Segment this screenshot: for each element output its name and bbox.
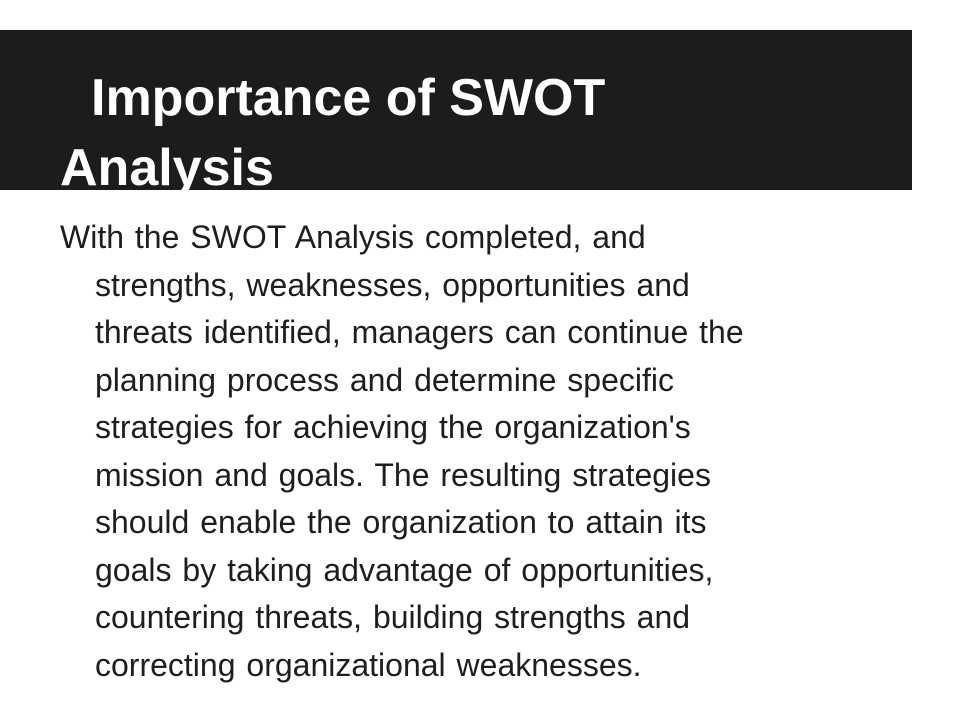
slide-title-line-1: Importance of SWOT (91, 69, 606, 127)
body-line-3: threats identified, managers can continue the (95, 314, 744, 350)
body-line-10: correcting organizational weaknesses. (95, 646, 642, 683)
body-line-2: strengths, weaknesses, opportunities and (95, 266, 690, 303)
body-line-7: should enable the organization to attain its (95, 504, 707, 540)
slide-title-line-2: Analysis (60, 139, 274, 197)
body-line-5: strategies for achieving the organization's (95, 409, 691, 445)
body-line-4: planning process and determine specific (95, 361, 674, 398)
body-line-6: mission and goals. The resulting strategies (95, 456, 711, 493)
body-line-1: With the SWOT Analysis completed, and (60, 219, 646, 255)
body-line-9: countering threats, building strengths and (95, 599, 691, 635)
body-line-8: goals by taking advantage of opportunities, (95, 551, 714, 588)
body-paragraph (60, 214, 910, 689)
title-band (0, 30, 912, 197)
